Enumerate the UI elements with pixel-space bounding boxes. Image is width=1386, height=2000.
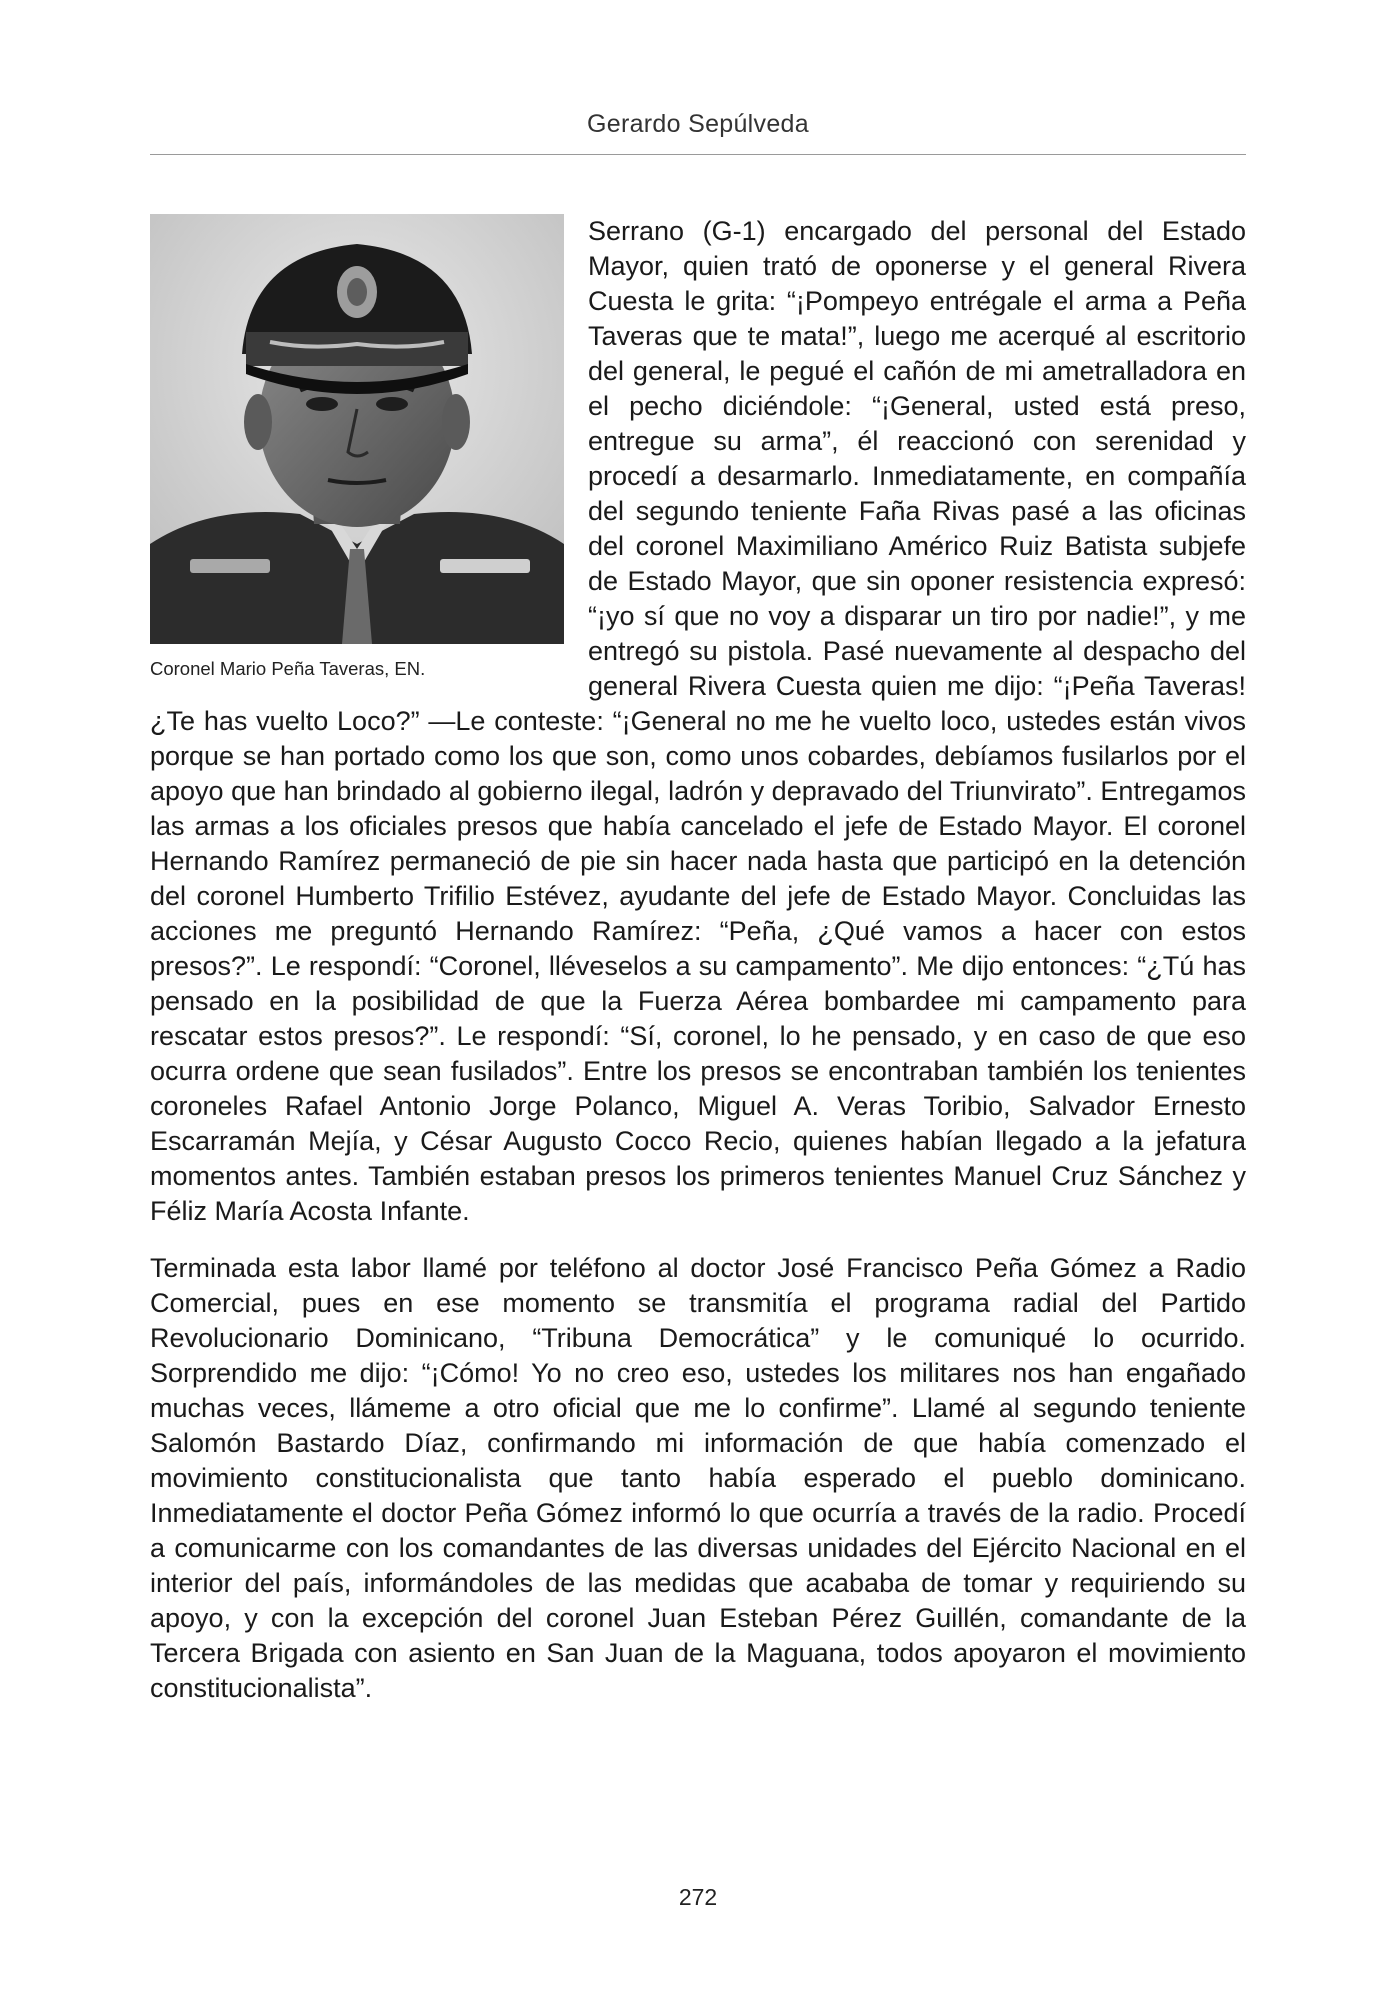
header-divider [150,154,1246,155]
paragraph-2: Terminada esta labor llamé por teléfono al doctor José Francisco Peña Gómez a Radio Comercial, pues en ese momento se transmitía el programa radial del Partido Revolucionario Dominicano, “Tribuna Democrática” y le comuniqué lo ocurrido. Sorprendido me dijo: “¡Cómo! Yo no creo eso, ustedes los militares nos han engañado muchas veces, llámeme a otro oficial que me lo confirme”. Llamé al segundo teniente Salomón Bastardo Díaz, confirmando mi información de que había comenzado el movimiento constitucionalista que tanto había esperado el pueblo dominicano. Inmediatamente el doctor Peña Gómez informó lo que ocurría a través de la radio. Procedí a comunicarme con los comandantes de las diversas unidades del Ejército Nacional en el interior del país, informándoles de las medidas que acababa de tomar y requiriendo su apoyo, y con la excepción del coronel Juan Esteban Pérez Guillén, comandante de la Tercera Brigada con asiento en San Juan de la Maguana, todos apoyaron el movimiento constitucionalista”. [150,1253,1246,1703]
figure [150,214,588,702]
paragraph-1: Serrano (G-1) encargado del personal del Estado Mayor, quien trató de oponerse y el general Rivera Cuesta le grita: “¡Pompeyo entrégale el arma a Peña Taveras que te mata!”, luego me acerqué al escritorio del general, le pegué el cañón de mi ametralladora en el pecho diciéndole: “¡General, usted está preso, entregue su arma”, él reaccionó con serenidad y procedí a desarmarlo. Inmediatamente, en compañía del segundo teniente Faña Rivas pasé a las oficinas del coronel Maximiliano Américo Ruiz Batista subjefe de Estado Mayor, que sin oponer resistencia expresó: “¡yo sí que no voy a disparar un tiro por nadie!”, y me entregó su pistola. Pasé nuevamente al despacho del general Rivera Cuesta quien me dijo: “¡Peña Taveras! ¿Te has vuelto Loco?” —Le conteste: “¡General no me he vuelto loco, ustedes están vivos porque se han portado como los que son, como unos cobardes, debíamos fusilarlos por el apoyo que han brindado al gobierno ilegal, ladrón y depravado del Triunvirato”. Entregamos las armas a los oficiales presos que había cancelado el jefe de Estado Mayor. El coronel Hernando Ramírez permaneció de pie sin hacer nada hasta que participó en la detención del coronel Humberto Trifilio Estévez, ayudante del jefe de Estado Mayor. Concluidas las acciones me preguntó Hernando Ramírez: “Peña, ¿Qué vamos a hacer con estos presos?”. Le respondí: “Coronel, lléveselos a su campamento”. Me dijo entonces: “¿Tú has pensado en la posibilidad de que la Fuerza Aérea bombardee mi campamento para rescatar estos presos?”. Le respondí: “Sí, coronel, lo he pensado, y en caso de que eso ocurra ordene que sean fusilados”. Entre los presos se encontraban también los tenientes coroneles Rafael Antonio Jorge Polanco, Miguel A. Veras Toribio, Salvador Ernesto Escarramán Mejía, y César Augusto Cocco Recio, quienes habían llegado a la jefatura momentos antes. También estaban presos los primeros tenientes Manuel Cruz Sánchez y Féliz María Acosta Infante. [150,216,1246,1226]
figure-caption: Coronel Mario Peña Taveras, EN. [150,658,426,679]
page-number: 272 [678,1884,718,1910]
portrait-illustration [150,214,564,644]
body-text [150,214,1246,1728]
portrait-photo [150,214,564,644]
running-header-author: Gerardo Sepúlveda [587,110,809,138]
